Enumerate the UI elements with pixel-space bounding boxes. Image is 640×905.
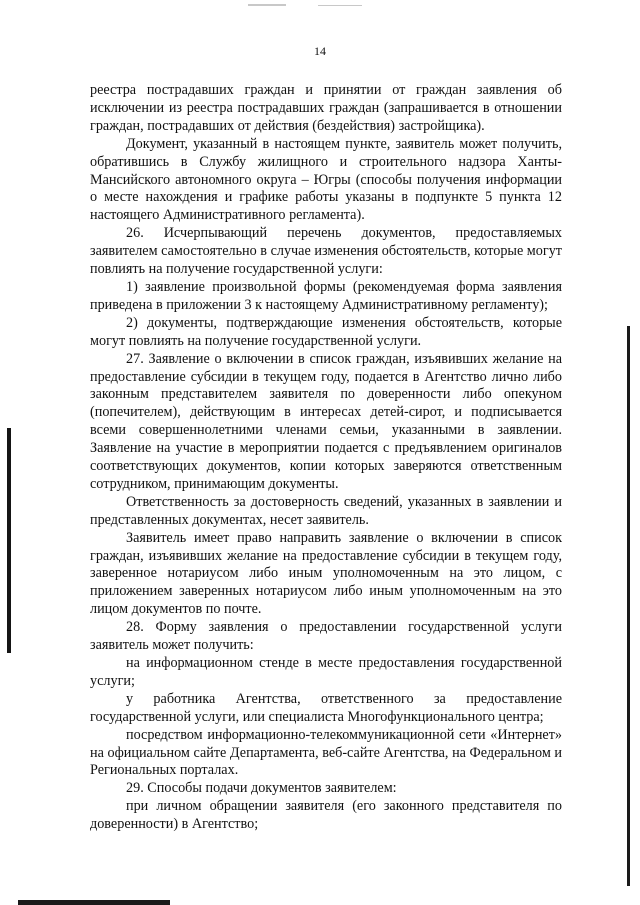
scan-artifact <box>248 4 286 6</box>
paragraph: 26. Исчерпывающий перечень документов, предоставляемых заявителем самостоятельно в случае изменения обстоятельств, которые могут повлиять на получение государственной услуги: <box>90 225 562 278</box>
paragraph: 2) документы, подтверждающие изменения обстоятельств, которые могут повлиять на получение государственной услуги. <box>90 314 562 349</box>
paragraph: Документ, указанный в настоящем пункте, заявитель может получить, обратившись в Службу жилищного и строительного надзора Ханты-Мансийского автономного округа – Югры (способы получения информации о месте нахождения и графике работы указаны в подпункте 5 пункта 12 настоящего Административного регламента). <box>90 135 562 224</box>
paragraph: посредством информационно-телекоммуникационной сети «Интернет» на официальном сайте Департамента, веб-сайте Агентства, на Федеральном и Региональных порталах. <box>90 726 562 779</box>
paragraph: 1) заявление произвольной формы (рекомендуемая форма заявления приведена в приложении 3 к настоящему Административному регламенту); <box>90 278 562 313</box>
scan-edge-mark <box>7 428 11 653</box>
paragraph: у работника Агентства, ответственного за предоставление государственной услуги, или специалиста Многофункционального центра; <box>90 690 562 725</box>
scan-edge-mark <box>18 900 170 905</box>
paragraph: 27. Заявление о включении в список граждан, изъявивших желание на предоставление субсидии в текущем году, подается в Агентство лично либо законным представителем заявителя по доверенности либо опекуном (попечителем), действующим в интересах детей-сирот, и подписывается всеми совершеннолетними членами семьи, указанными в заявлении. Заявление на участие в мероприятии подается с предъявлением оригиналов соответствующих документов, копии которых заверяются ответственным сотрудником, принимающим документы. <box>90 350 562 492</box>
scan-artifact <box>318 5 362 6</box>
paragraph: Заявитель имеет право направить заявление о включении в список граждан, изъявивших желание на предоставление субсидии в текущем году, заверенное нотариусом либо иным уполномоченным на это лицом, с приложением заверенных нотариусом либо иным уполномоченным на это лицом документов по почте. <box>90 529 562 618</box>
scan-edge-mark <box>627 326 630 886</box>
paragraph: реестра пострадавших граждан и принятии от граждан заявления об исключении из реестра пострадавших граждан (запрашивается в отношении граждан, пострадавших от действия (бездействия) застройщика). <box>90 82 562 134</box>
paragraph: при личном обращении заявителя (его законного представителя по доверенности) в Агентство; <box>90 798 562 833</box>
page-number: 14 <box>314 44 326 58</box>
paragraph: 28. Форму заявления о предоставлении государственной услуги заявитель может получить: <box>90 619 562 654</box>
document-body <box>90 82 562 834</box>
paragraph: 29. Способы подачи документов заявителем: <box>126 780 397 797</box>
paragraph: Ответственность за достоверность сведений, указанных в заявлении и представленных документах, несет заявитель. <box>90 493 562 528</box>
paragraph: на информационном стенде в месте предоставления государственной услуги; <box>90 655 562 689</box>
